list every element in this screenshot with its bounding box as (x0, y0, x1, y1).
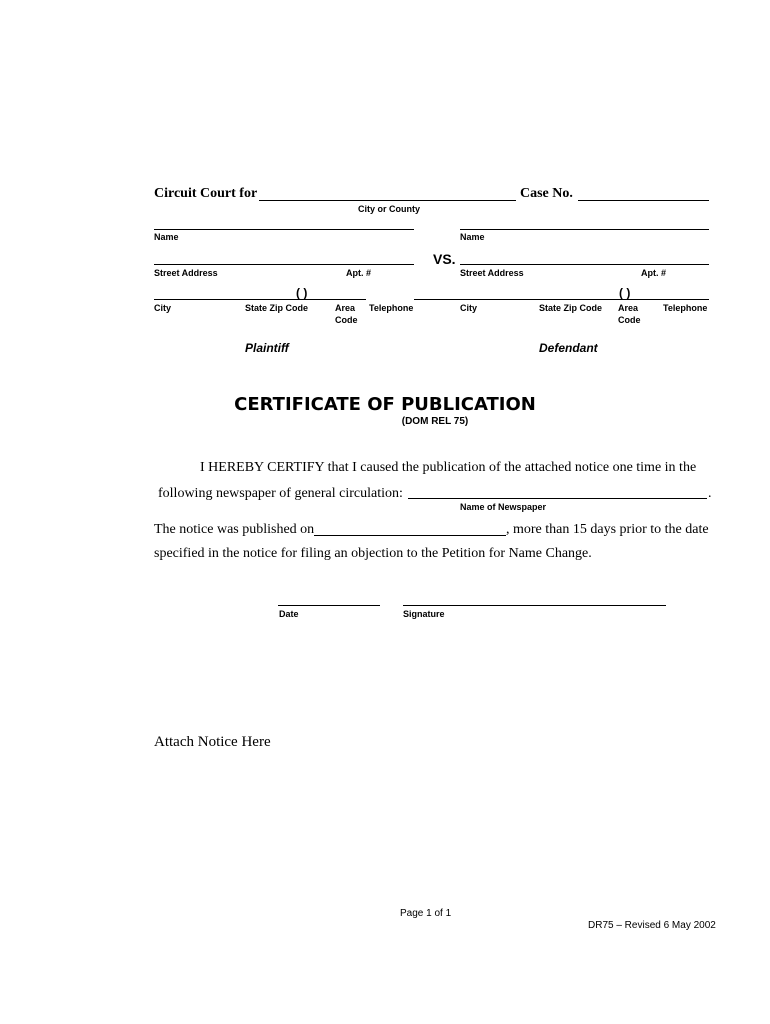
case-no-label: Case No. (520, 186, 573, 201)
attach-notice-label: Attach Notice Here (154, 734, 271, 750)
plaintiff-role-label: Plaintiff (245, 341, 289, 355)
plaintiff-street-label: Street Address (154, 268, 218, 278)
plaintiff-code-label: Code (335, 315, 358, 325)
date-field[interactable] (278, 605, 380, 606)
plaintiff-telephone-label: Telephone (369, 303, 414, 313)
case-no-field[interactable] (578, 200, 709, 201)
newspaper-label: Name of Newspaper (460, 502, 547, 512)
defendant-street-field[interactable] (460, 264, 709, 265)
defendant-area-label: Area (618, 303, 639, 313)
plaintiff-name-field[interactable] (154, 229, 414, 230)
published-on-prefix: The notice was published on (154, 522, 315, 537)
form-revision: DR75 – Revised 6 May 2002 (588, 920, 716, 931)
certify-line-2-prefix: following newspaper of general circulation: (158, 486, 403, 501)
plaintiff-city-label: City (154, 303, 172, 313)
certify-line-1: I HEREBY CERTIFY that I caused the publication of the attached notice one time in the (200, 460, 697, 475)
plaintiff-apt-label: Apt. # (346, 268, 372, 278)
page-title: CERTIFICATE OF PUBLICATION (234, 394, 536, 415)
defendant-code-label: Code (618, 315, 641, 325)
published-on-line-2: specified in the notice for filing an objection to the Petition for Name Change. (154, 546, 592, 561)
city-or-county-label: City or County (358, 204, 420, 214)
defendant-city-label: City (460, 303, 478, 313)
page-subtitle: (DOM REL 75) (401, 416, 469, 427)
signature-field[interactable] (403, 605, 666, 606)
plaintiff-state-zip-label: State Zip Code (245, 303, 309, 313)
defendant-street-label: Street Address (460, 268, 524, 278)
defendant-name-field[interactable] (460, 229, 709, 230)
defendant-city-field[interactable] (414, 299, 709, 300)
certify-line-2-suffix: . (708, 486, 712, 501)
circuit-court-field[interactable] (259, 200, 516, 201)
published-on-suffix: , more than 15 days prior to the date (506, 522, 709, 537)
vs-label: VS. (433, 251, 456, 267)
defendant-role-label: Defendant (539, 341, 598, 355)
defendant-apt-label: Apt. # (641, 268, 667, 278)
published-date-field[interactable] (314, 535, 506, 536)
defendant-state-zip-label: State Zip Code (539, 303, 603, 313)
signature-label: Signature (403, 609, 445, 619)
plaintiff-area-paren: ( ) (296, 286, 308, 300)
page-number: Page 1 of 1 (400, 908, 452, 919)
defendant-name-label: Name (460, 232, 485, 242)
date-label: Date (279, 609, 299, 619)
defendant-area-paren: ( ) (619, 286, 631, 300)
plaintiff-city-field[interactable] (154, 299, 366, 300)
defendant-telephone-label: Telephone (663, 303, 708, 313)
plaintiff-street-field[interactable] (154, 264, 414, 265)
plaintiff-name-label: Name (154, 232, 179, 242)
plaintiff-area-label: Area (335, 303, 356, 313)
circuit-court-label: Circuit Court for (154, 186, 258, 201)
newspaper-field[interactable] (408, 498, 707, 499)
